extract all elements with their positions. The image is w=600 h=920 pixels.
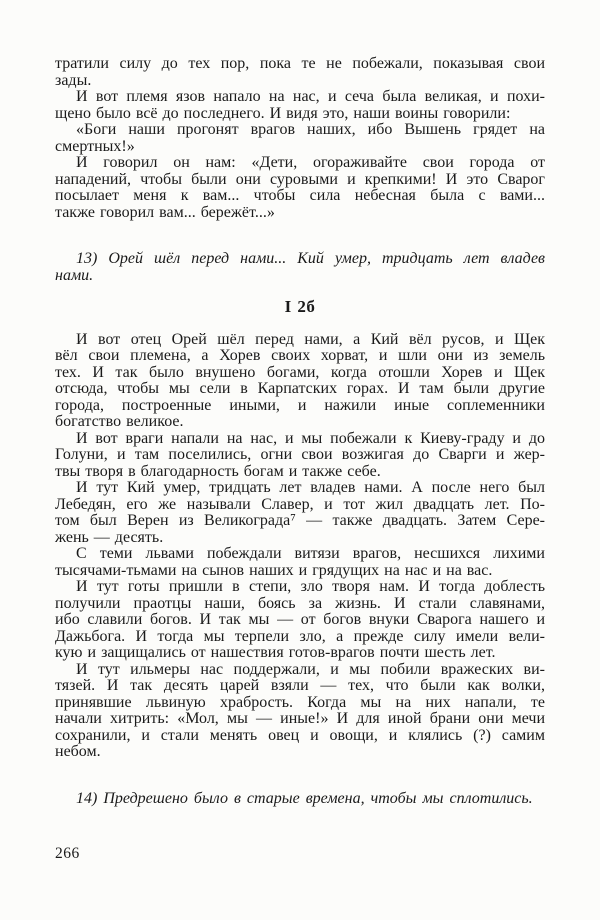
text-line: «Боги наши прогонят врагов наших, ибо Вышень грядет на: [76, 121, 545, 138]
text-line: Лебедян, его же называли Славер, и тот жил двадцать лет. По-: [55, 495, 545, 513]
text-line: вёл свои племена, а Хорев своих хорват, и шли они из земель: [55, 347, 545, 364]
text-line: начали хитрить: «Мол, мы — иные!» И для иной брани они мечи: [55, 710, 545, 727]
text-line: Голуни, и там поселились, огни свои возжигая до Сварги и жер-: [55, 446, 545, 463]
text-line: богатство великое.: [55, 413, 184, 430]
text-line: С теми львами побеждали витязи врагов, несшихся лихими: [76, 545, 545, 562]
text-line: также говорил вам... бережёт...»: [55, 203, 275, 221]
paragraph: [55, 431, 545, 481]
text-line: И вот враги напали на нас, и мы побежали к Киеву-граду и до: [76, 429, 545, 447]
quote-paragraph: [55, 251, 545, 284]
text-line: Дажьбога. И тогда мы терпели зло, а прежде силу имели вели-: [55, 627, 545, 645]
paragraph: [55, 546, 545, 579]
text-line: сохранили, и стали менять овец и овощи, и клялись (?) самим: [55, 726, 545, 744]
section-heading: [55, 299, 545, 316]
text-line: тех. И так было внушено богами, когда отошли Хорев и Щек: [55, 363, 545, 381]
text-line: жень — десять.: [55, 528, 164, 546]
text-block: [55, 56, 545, 807]
text-line: тязей. И так десять царей взяли — тех, что были как волки,: [55, 677, 545, 694]
text-line: отсюда, чтобы мы сели в Карпатских горах. И там были другие: [55, 380, 545, 397]
paragraph: [55, 579, 545, 662]
text-line: посылает меня к вам... чтобы сила небесная была с вами...: [55, 187, 545, 204]
text-line: 13) Орей шёл перед нами... Кий умер, тридцать лет владев: [76, 250, 545, 267]
text-line: небом.: [55, 743, 101, 760]
text-line: И вот племя язов напало на нас, и сеча была великая, и похи-: [76, 88, 545, 105]
text-line: 14) Предрешено было в старые времена, чтобы мы сплотились.: [76, 789, 533, 807]
paragraph: [55, 332, 545, 431]
text-line: И тут Кий умер, тридцать лет владев нами. А после него был: [76, 479, 545, 496]
text-line: И вот отец Орей шёл перед нами, а Кий вёл русов, и Щек: [76, 330, 545, 348]
paragraph: [55, 56, 545, 89]
text-line: зады.: [55, 71, 92, 89]
text-line: получили праотцы наши, боясь за жизнь. И стали славянами,: [55, 594, 545, 612]
text-line: щено было всё до последнего. И видя это, наши воины говорили:: [55, 104, 511, 122]
paragraph: [55, 662, 545, 761]
text-line: И тут готы пришли в степи, зло творя нам. И тогда доблесть: [76, 578, 545, 595]
text-line: принявшие львиную храбрость. Когда мы на них напали, те: [55, 693, 545, 711]
text-line: города, построенные иными, и нажили иные соплеменники: [55, 396, 545, 414]
text-line: том был Верен из Великограда⁷ — также двадцать. Затем Сере-: [55, 512, 545, 529]
text-line: нами.: [55, 266, 94, 284]
text-line: твы творя в благодарность богам и также себе.: [55, 462, 381, 480]
paragraph: [55, 480, 545, 546]
page-number: 266: [55, 845, 80, 862]
text-line: нападений, чтобы были они суровыми и крепкими! И это Сварог: [55, 170, 545, 188]
text-line: тысячами-тьмами на сынов наших и грядущих на нас и на вас.: [55, 561, 493, 579]
paragraph: [55, 89, 545, 122]
paragraph: [55, 155, 545, 221]
quote-paragraph: [55, 791, 545, 808]
text-line: I 2б: [284, 297, 316, 316]
text-line: тратили силу до тех пор, пока те не побежали, показывая свои: [55, 55, 545, 72]
text-line: И тут ильмеры нас поддержали, и мы побили вражеских ви-: [76, 660, 545, 678]
text-line: кую и защищались от нашествия готов-врагов почти шесть лет.: [55, 644, 496, 661]
text-line: И говорил он нам: «Дети, огораживайте свои города от: [76, 154, 545, 171]
paragraph: [55, 122, 545, 155]
text-line: смертных!»: [55, 137, 135, 155]
text-line: ибо славили богов. И так мы — от богов внуки Сварога нашего и: [55, 611, 545, 628]
